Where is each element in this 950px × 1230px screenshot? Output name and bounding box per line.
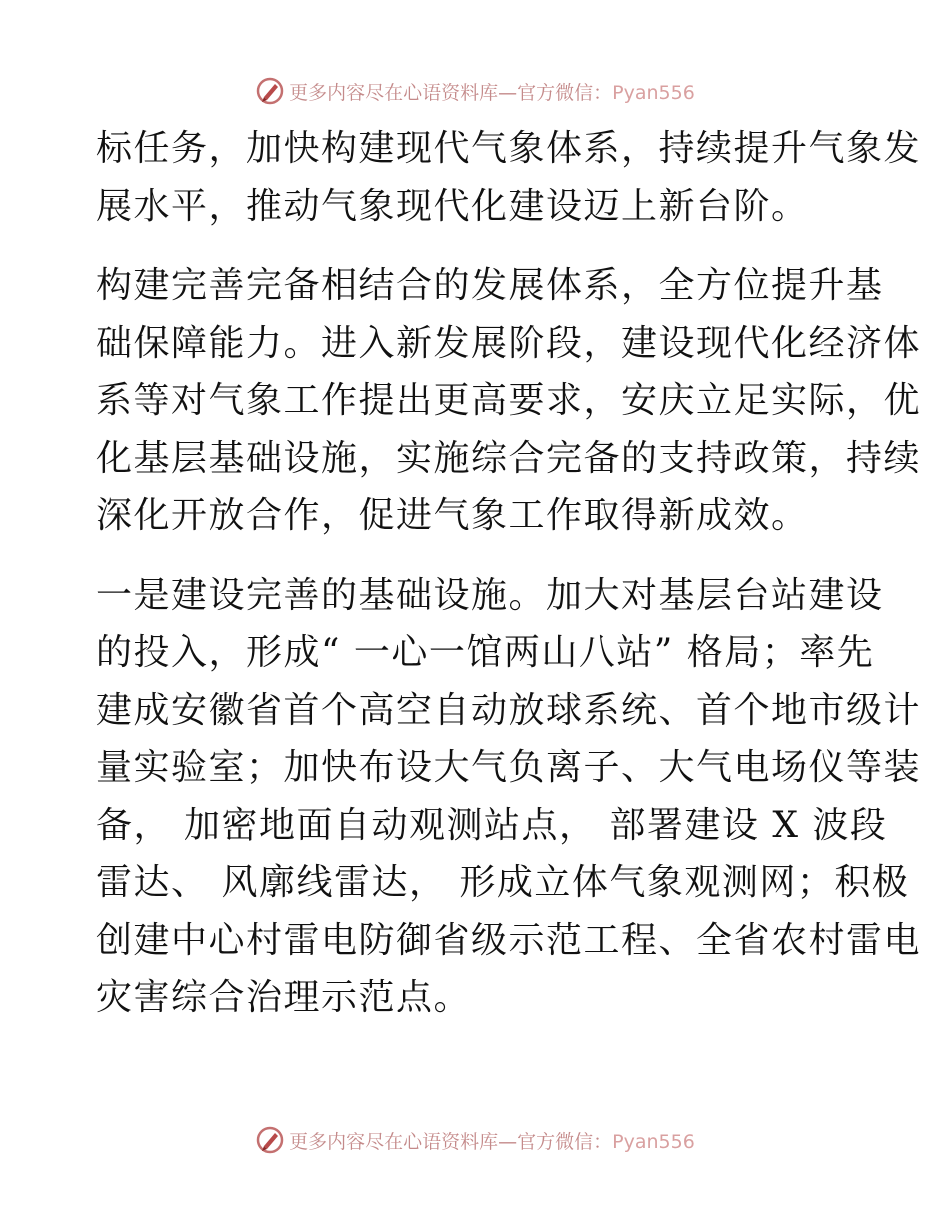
paragraph: [96, 257, 922, 545]
text-line: 备， 加密地面自动观测站点， 部署建设 X 波段: [96, 804, 888, 846]
pen-circle-logo-icon: [255, 76, 285, 106]
text-line: 雷达、 风廓线雷达， 形成立体气象观测网；积极: [96, 862, 910, 903]
document-body: [96, 120, 922, 1049]
watermark-id: Pyan556: [612, 1130, 695, 1153]
watermark-id: Pyan556: [612, 81, 695, 104]
text-line: 创建中心村雷电防御省级示范工程、全省农村雷电: [96, 919, 922, 961]
watermark-text: 更多内容尽在心语资料库—官方微信：: [289, 1130, 613, 1153]
paragraph: [96, 120, 922, 235]
text-line: 深化开放合作，促进气象工作取得新成效。: [96, 495, 809, 536]
text-line: 系等对气象工作提出更高要求，安庆立足实际，优: [96, 380, 922, 421]
text-line: 化基层基础设施，实施综合完备的支持政策，持续: [96, 437, 922, 479]
text-line: 的投入，形成“ 一心一馆两山八站” 格局；率先: [96, 632, 875, 673]
text-line: 量实验室；加快布设大气负离子、大气电场仪等装: [96, 747, 922, 788]
paragraph: [96, 567, 922, 1027]
text-line: 础保障能力。进入新发展阶段，建设现代化经济体: [96, 322, 922, 364]
text-line: 一是建设完善的基础设施。加大对基层台站建设: [96, 574, 884, 616]
text-line: 构建完善完备相结合的发展体系，全方位提升基: [96, 265, 884, 306]
text-line: 建成安徽省首个高空自动放球系统、首个地市级计: [96, 689, 922, 731]
watermark-text: 更多内容尽在心语资料库—官方微信：: [289, 81, 613, 104]
pen-circle-logo-icon: [255, 1125, 285, 1155]
text-line: 展水平，推动气象现代化建设迈上新台阶。: [96, 185, 809, 227]
text-line: 标任务，加快构建现代气象体系，持续提升气象发: [96, 128, 922, 169]
text-line: 灾害综合治理示范点。: [96, 977, 472, 1018]
footer-watermark: [0, 1123, 950, 1157]
header-watermark: [0, 74, 950, 108]
